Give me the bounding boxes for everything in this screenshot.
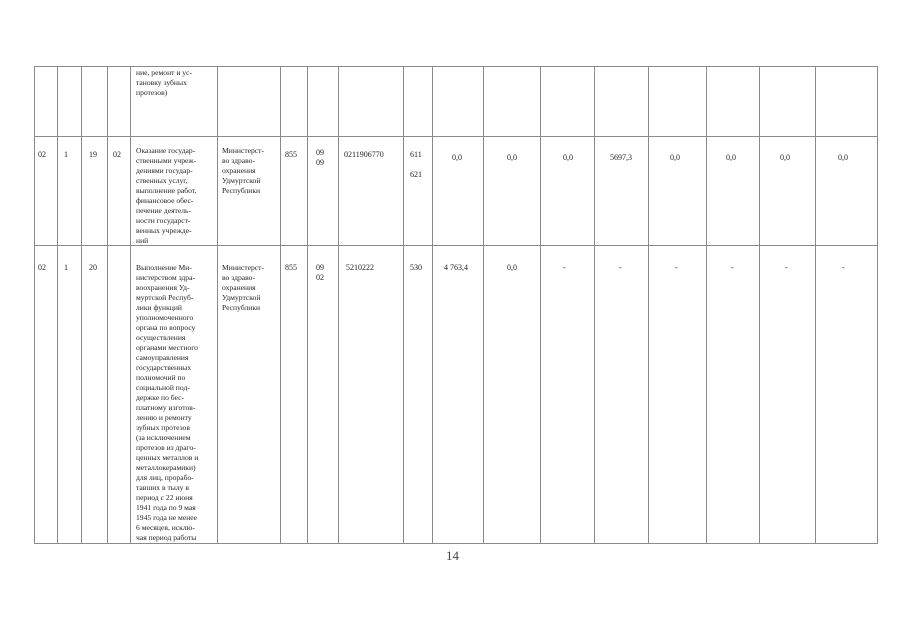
grid-line (217, 66, 218, 544)
table-cell-value-6: - (731, 263, 734, 272)
grid-line (307, 66, 308, 544)
grid-line (759, 66, 760, 544)
grid-line (706, 66, 707, 544)
table-cell-subprogram: 1 (64, 150, 68, 159)
table-cell-code: 855 (285, 263, 297, 272)
table-cell-value-7: 0,0 (780, 153, 790, 162)
grid-line (483, 66, 484, 544)
table-cell-event: 19 (89, 150, 97, 159)
grid-line (34, 66, 35, 544)
table-cell-program: 02 (38, 150, 46, 159)
table-cell-subevent: 02 (113, 150, 121, 159)
table-cell-subprogram: 1 (64, 263, 68, 272)
grid-line (540, 66, 541, 544)
grid-line (81, 66, 82, 544)
table-cell-value-4: - (619, 263, 622, 272)
table-cell-value-2: 0,0 (507, 153, 517, 162)
grid-line (34, 543, 878, 544)
table-cell-value-4: 5697,3 (610, 153, 632, 162)
table-cell-value-5: 0,0 (670, 153, 680, 162)
table-cell-code: 855 (285, 150, 297, 159)
table-cell-name: Оказание государ- ственными учреж- дениями государ- ственных услуг, выполнение работ, финансовое обес- печение деятель- ности государст- венных учрежде- ний (136, 146, 197, 245)
grid-line (432, 66, 433, 544)
grid-line (34, 66, 878, 67)
grid-line (815, 66, 816, 544)
table-cell-value-3: - (563, 263, 566, 272)
table-cell-name: Выполнение Ми- нистерством здра- воохранения Уд- муртской Респуб- лики функций уполномоченного органа по вопросу осуществления органами местного самоуправления государственных полномочий по социальной под- держке по бес- платному изготов- лению и ремонту зубных протезов (за исключением протезов из драго- ценных металлов и металлокерамики) для лиц, прорабо- тавших в тылу в период с 22 июня 1941 года по 9 мая 1945 года не менее 6 месяцев, исклю- чая период работы (136, 263, 199, 542)
table-cell-section: 09 02 (316, 263, 324, 282)
table-cell-program: 02 (38, 263, 46, 272)
table-cell-value-2: 0,0 (507, 263, 517, 272)
table-cell-value-6: 0,0 (726, 153, 736, 162)
table-cell-value-7: - (785, 263, 788, 272)
table-cell-value-5: - (675, 263, 678, 272)
table-cell-value-8: - (842, 263, 845, 272)
table-cell-target: 5210222 (346, 263, 374, 272)
grid-line (34, 136, 878, 137)
table-cell-value-1: 0,0 (452, 153, 462, 162)
table-cell-value-8: 0,0 (838, 153, 848, 162)
table-cell-name: ние, ремонт и ус- тановку зубных протезов) (136, 68, 193, 97)
grid-line (57, 66, 58, 544)
table-cell-vr: 611 621 (410, 150, 422, 179)
table-cell-value-1: 4 763,4 (444, 263, 468, 272)
table-cell-event: 20 (89, 263, 97, 272)
grid-line (594, 66, 595, 544)
grid-line (403, 66, 404, 544)
table-cell-vr: 530 (410, 263, 422, 272)
grid-line (877, 66, 878, 544)
grid-line (280, 66, 281, 544)
grid-line (648, 66, 649, 544)
table-cell-target: 0211906770 (344, 150, 384, 159)
page-number: 14 (446, 548, 459, 563)
grid-line (130, 66, 131, 544)
grid-line (338, 66, 339, 544)
table-cell-ministry: Министерст- во здраво- охранения Удмуртской Республики (222, 146, 265, 195)
table-cell-ministry: Министерст- во здраво- охранения Удмуртской Республики (222, 263, 265, 312)
grid-line (107, 66, 108, 544)
table-cell-section: 09 09 (316, 148, 324, 167)
table-cell-value-3: 0,0 (563, 153, 573, 162)
